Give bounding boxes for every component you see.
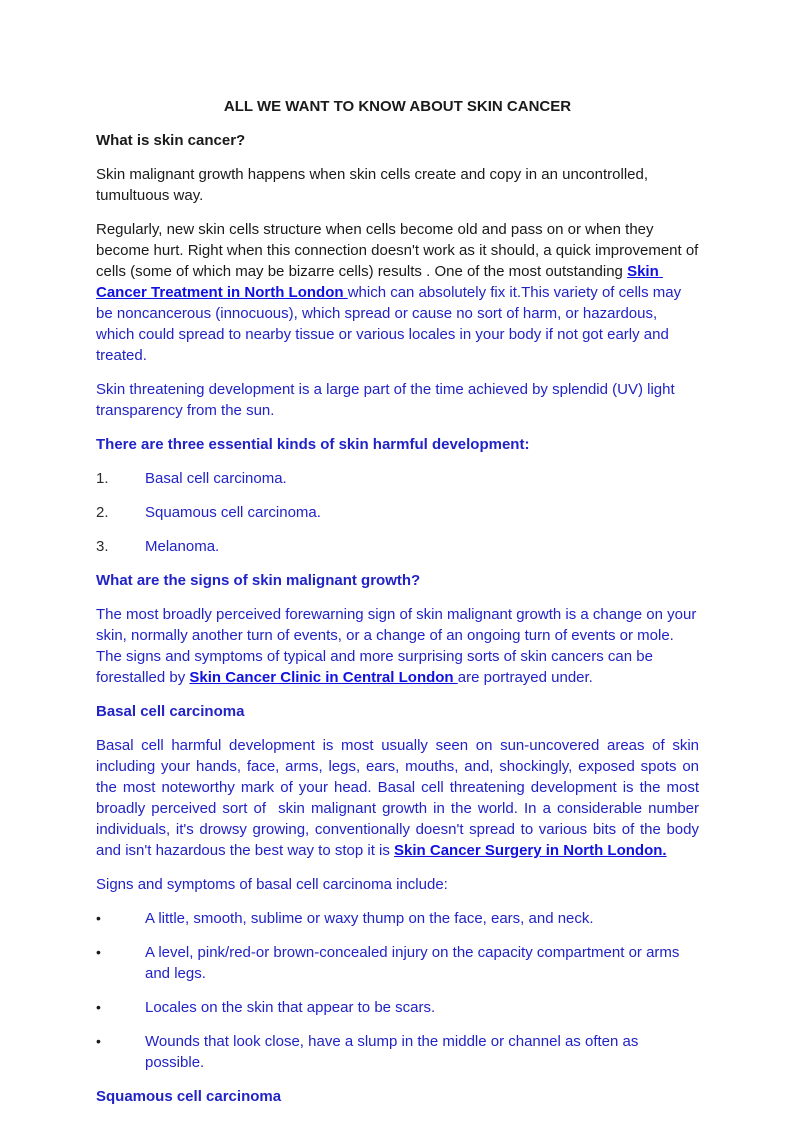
bullet-item-scars [96,997,699,1018]
numbered-list-item-melanoma [96,536,699,557]
numbered-list-item-basal [96,468,699,489]
paragraph-signs-intro: Signs and symptoms of basal cell carcinoma include: [96,876,448,893]
link-skin-cancer-treatment-north-london[interactable]: Skin Cancer Treatment in North London [96,263,663,301]
bullet-item-label: A level, pink/red-or brown-concealed injury on the capacity compartment or arms and legs. [145,944,680,982]
link-skin-cancer-clinic-central-london[interactable]: Skin Cancer Clinic in Central London [189,669,458,686]
bullet-icon: • [96,944,101,960]
list-number: 3. [96,538,109,555]
list-item-label: Melanoma. [145,538,220,555]
bullet-item-label: A little, smooth, sublime or waxy thump on the face, ears, and neck. [145,910,594,927]
paragraph-basal-description [96,735,704,861]
bullet-item-label: Wounds that look close, have a slump in the middle or channel as often as possible. [145,1033,639,1071]
bullet-item-waxy-thump [96,908,699,929]
bullet-item-level-injury [96,942,699,984]
bullet-item-label: Locales on the skin that appear to be scars. [145,999,436,1016]
text-run-blue: The most broadly perceived forewarning sign of skin malignant growth is a change on your skin, normally another turn of events, or a change of an ongoing turn of events or mole. The signs and symptoms of typical and more surprising sorts of skin cancers can be forestalled by [96,606,701,686]
text-run-blue: Basal cell harmful development is most usually seen on sun-uncovered areas of skin including your hands, face, arms, legs, ears, mouths, and, shockingly, exposed spots on the most noteworthy mark of your head. Basal cell threatening development is the most broadly perceived sort of skin malignant growth in the world. In a considerable number individuals, it's drowsy growing, conventionally doesn't spread to various bits of the body and isn't hazardous the best way to stop it is [96,737,704,859]
numbered-list-item-squamous [96,502,699,523]
heading-basal-cell-carcinoma: Basal cell carcinoma [96,703,245,720]
text-run-blue: are portrayed under. [457,669,593,686]
heading-squamous-cell-carcinoma: Squamous cell carcinoma [96,1088,282,1105]
bullet-icon: • [96,999,101,1015]
link-skin-cancer-surgery-north-london[interactable]: Skin Cancer Surgery in North London. [394,842,667,859]
heading-what-is-skin-cancer: What is skin cancer? [96,132,246,149]
list-item-label: Squamous cell carcinoma. [145,504,321,521]
paragraph-cell-growth [96,219,703,366]
heading-three-kinds: There are three essential kinds of skin harmful development: [96,436,530,453]
paragraph-uv-light: Skin threatening development is a large part of the time achieved by splendid (UV) light transparency from the sun. [96,381,675,419]
heading-signs-of-growth: What are the signs of skin malignant growth? [96,572,421,589]
bullet-item-wounds [96,1031,699,1073]
bullet-icon: • [96,910,101,926]
paragraph-definition: Skin malignant growth happens when skin cells create and copy in an uncontrolled, tumultuous way. [96,166,648,204]
paragraph-forewarning-sign [96,604,699,688]
list-item-label: Basal cell carcinoma. [145,470,287,487]
list-number: 1. [96,470,109,487]
text-run-black: Regularly, new skin cells structure when cells become old and pass on or when they become hurt. Right when this connection doesn't work as it should, a quick improvement of cells (some of which may be bizarre cells) results . One of the most outstanding [96,221,703,280]
text-run-blue: which can absolutely fix it.This variety of cells may be noncancerous (innocuous), which spread or cause no sort of harm, or hazardous, which could spread to nearby tissue or various locales in your body if not got early and treated. [96,284,686,364]
bullet-icon: • [96,1033,101,1049]
document-title: ALL WE WANT TO KNOW ABOUT SKIN CANCER [223,98,572,115]
list-number: 2. [96,504,109,521]
